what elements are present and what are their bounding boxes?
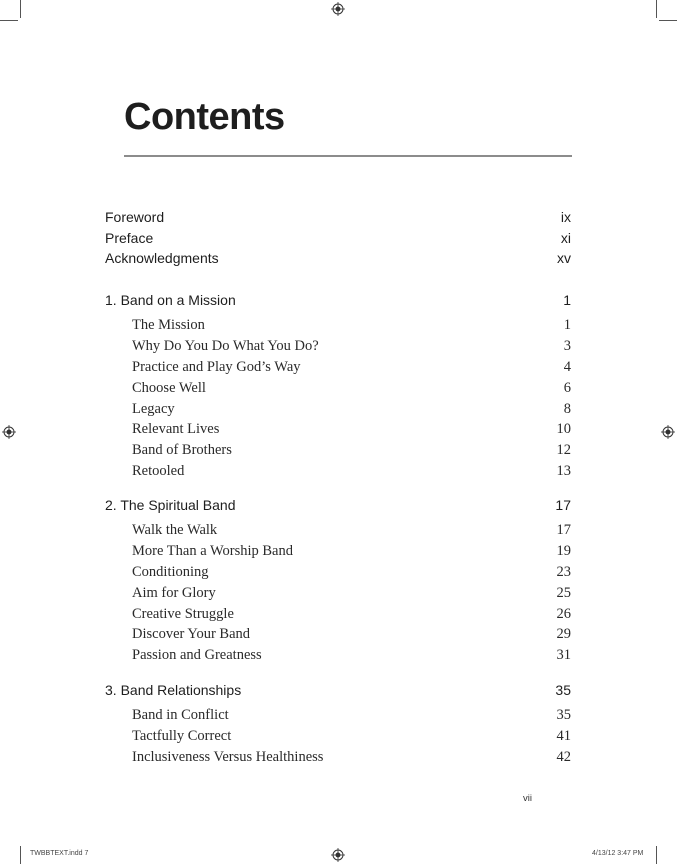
toc-entry-row	[105, 606, 571, 626]
toc-page-number: 31	[556, 647, 571, 663]
toc-entry-row	[105, 421, 571, 441]
toc-entry-row	[105, 401, 571, 421]
toc-page-number: 10	[556, 421, 571, 437]
toc-entry-row	[105, 728, 571, 748]
toc-label: Relevant Lives	[132, 421, 220, 437]
toc-page-number: 4	[563, 359, 571, 375]
toc-page-number: 17	[556, 522, 571, 538]
toc-label: Discover Your Band	[132, 626, 251, 642]
toc-label: Retooled	[132, 463, 185, 479]
toc-label: Aim for Glory	[132, 585, 216, 601]
crop-mark-bottom-right	[656, 846, 657, 864]
toc-entry-row	[105, 585, 571, 605]
crop-mark-top-left	[20, 0, 21, 18]
title-rule	[124, 155, 572, 157]
toc-label: Passion and Greatness	[132, 647, 262, 663]
toc-entry-row	[105, 707, 571, 727]
crop-mark-top-left-h	[0, 20, 18, 21]
slug-filename: TWBBTEXT.indd 7	[30, 850, 89, 857]
toc-page-number: 1	[563, 292, 571, 308]
toc-page-number: 8	[563, 401, 571, 417]
toc-label: The Mission	[132, 317, 205, 333]
toc-page-number: 23	[556, 564, 571, 580]
toc-heading-row	[105, 682, 571, 702]
toc-entry-row	[105, 626, 571, 646]
toc-page-number: ix	[560, 209, 571, 225]
registration-mark-bottom	[331, 848, 345, 862]
toc-label: Legacy	[132, 401, 175, 417]
toc-page-number: 6	[563, 380, 571, 396]
toc-entry-row	[105, 317, 571, 337]
crop-mark-top-right	[656, 0, 657, 18]
toc-entry-row	[105, 442, 571, 462]
toc-page-number: 12	[556, 442, 571, 458]
toc-entry-row	[105, 338, 571, 358]
toc-page-number: xi	[560, 230, 571, 246]
page-title: Contents	[124, 96, 285, 138]
toc-label: Tactfully Correct	[132, 728, 232, 744]
toc-label: Creative Struggle	[132, 606, 234, 622]
toc-label: Conditioning	[132, 564, 209, 580]
toc-label: Choose Well	[132, 380, 206, 396]
toc-page-number: 17	[555, 497, 571, 513]
toc-page-number: 35	[556, 707, 571, 723]
registration-mark-left	[2, 425, 16, 439]
toc-entry-row	[105, 359, 571, 379]
toc-label: Inclusiveness Versus Healthiness	[132, 749, 324, 765]
toc-page-number: 35	[555, 682, 571, 698]
toc-page-number: 19	[556, 543, 571, 559]
toc-heading-row	[105, 292, 571, 312]
toc-entry-row	[105, 564, 571, 584]
toc-label: Why Do You Do What You Do?	[132, 338, 319, 354]
registration-mark-right	[661, 425, 675, 439]
toc-label: Practice and Play God’s Way	[132, 359, 301, 375]
toc-page-number: xv	[557, 250, 571, 266]
toc-label: Acknowledgments	[105, 250, 219, 266]
toc-page-number: 41	[556, 728, 571, 744]
toc-heading-row	[105, 250, 571, 270]
toc-label: More Than a Worship Band	[132, 543, 293, 559]
toc-entry-row	[105, 522, 571, 542]
toc-page-number: 1	[563, 317, 571, 333]
toc-page-number: 25	[556, 585, 571, 601]
toc-label: 3. Band Relationships	[105, 682, 242, 698]
crop-mark-bottom-left	[20, 846, 21, 864]
toc-label: 2. The Spiritual Band	[105, 497, 236, 513]
toc-label: Band in Conflict	[132, 707, 229, 723]
toc-heading-row	[105, 497, 571, 517]
toc-entry-row	[105, 463, 571, 483]
toc-page-number: 13	[556, 463, 571, 479]
toc-entry-row	[105, 380, 571, 400]
toc-page-number: 29	[556, 626, 571, 642]
crop-mark-top-right-h	[659, 20, 677, 21]
toc-page-number: 26	[556, 606, 571, 622]
toc-label: 1. Band on a Mission	[105, 292, 236, 308]
page-number: vii	[523, 793, 532, 804]
toc-label: Foreword	[105, 209, 165, 225]
toc-heading-row	[105, 209, 571, 229]
toc-entry-row	[105, 647, 571, 667]
slug-datetime: 4/13/12 3:47 PM	[592, 850, 644, 857]
registration-mark-top	[331, 2, 345, 16]
toc-page-number: 3	[563, 338, 571, 354]
toc-label: Walk the Walk	[132, 522, 218, 538]
toc-label: Preface	[105, 230, 154, 246]
toc-entry-row	[105, 749, 571, 769]
toc-entry-row	[105, 543, 571, 563]
toc-heading-row	[105, 230, 571, 250]
toc-page-number: 42	[556, 749, 571, 765]
toc-label: Band of Brothers	[132, 442, 232, 458]
